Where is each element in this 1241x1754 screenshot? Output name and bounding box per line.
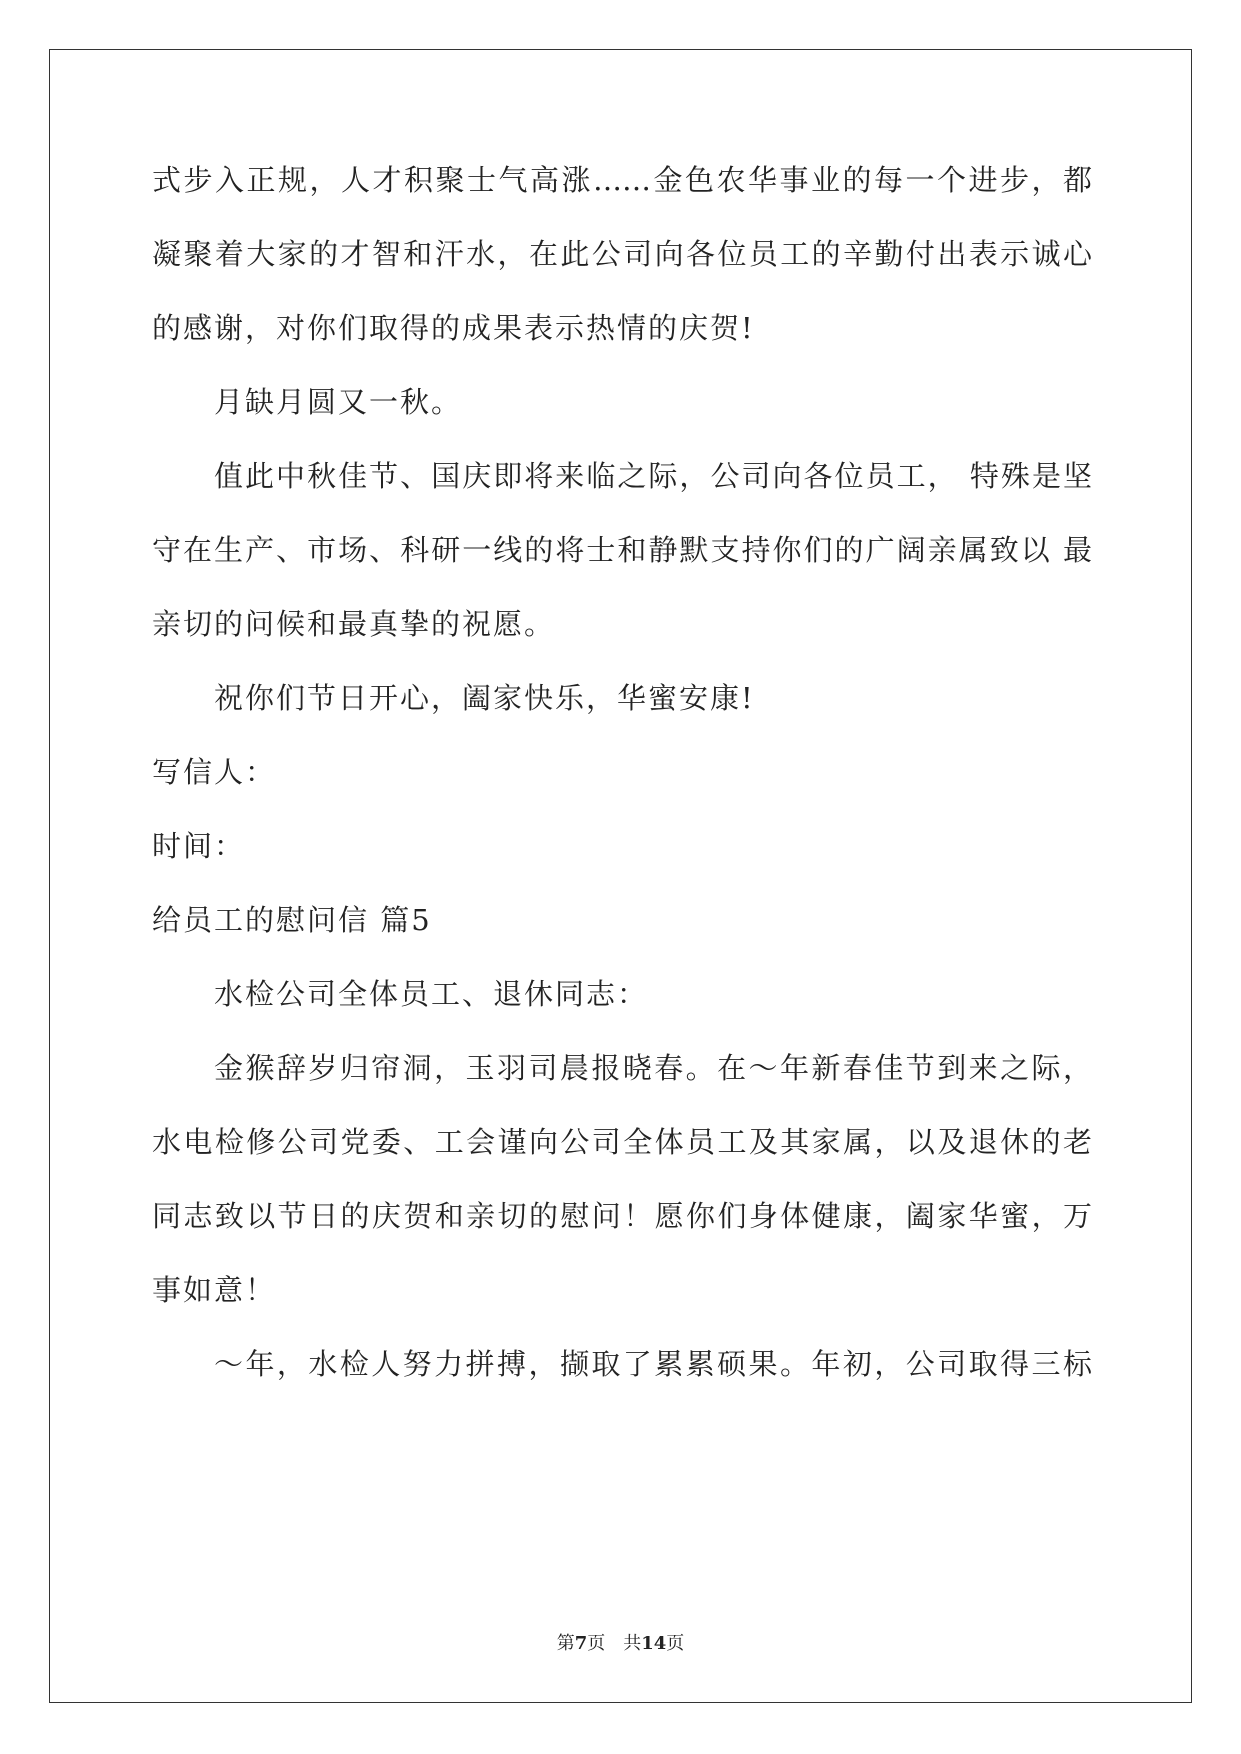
section-title: 给员工的慰问信 篇5 [152,903,432,937]
current-page-number: 7 [574,1633,588,1654]
footer-mid: 页 共 [587,1633,642,1654]
paragraph-line: 祝你们节日开心，阖家快乐，华蜜安康! [214,681,755,715]
footer-prefix: 第 [556,1633,575,1654]
text-line: 式步入正规，人才积聚士气高涨……金色农华事业的每一个进步，都 [152,163,1092,197]
paragraph-line: 值此中秋佳节、国庆即将来临之际，公司向各位员工， 特殊是坚 [214,459,1092,493]
salutation: 水检公司全体员工、退休同志： [214,977,649,1011]
writer-label: 写信人： [152,755,277,789]
footer-suffix: 页 [666,1633,685,1654]
paragraph-line: 金猴辞岁归帘洞，玉羽司晨报晓春。在～年新春佳节到来之际， [214,1051,1092,1085]
text-line: 同志致以节日的庆贺和亲切的慰问！愿你们身体健康，阖家华蜜，万 [152,1199,1092,1233]
total-page-number: 14 [641,1633,667,1654]
text-line: 水电检修公司党委、工会谨向公司全体员工及其家属，以及退休的老 [152,1125,1092,1159]
text-line: 事如意！ [152,1273,277,1307]
text-line: 凝聚着大家的才智和汗水，在此公司向各位员工的辛勤付出表示诚心 [152,237,1092,271]
paragraph-line: ～年，水检人努力拼搏，撷取了累累硕果。年初，公司取得三标 [214,1347,1092,1381]
page-footer [0,1632,1241,1656]
time-label: 时间： [152,829,246,863]
paragraph-line: 月缺月圆又一秋。 [214,385,463,419]
text-line: 亲切的问候和最真挚的祝愿。 [152,607,556,641]
text-line: 守在生产、市场、科研一线的将士和静默支持你们的广阔亲属致以 最 [152,533,1092,567]
text-line: 的感谢，对你们取得的成果表示热情的庆贺! [152,311,755,345]
page-border [49,49,1192,1703]
